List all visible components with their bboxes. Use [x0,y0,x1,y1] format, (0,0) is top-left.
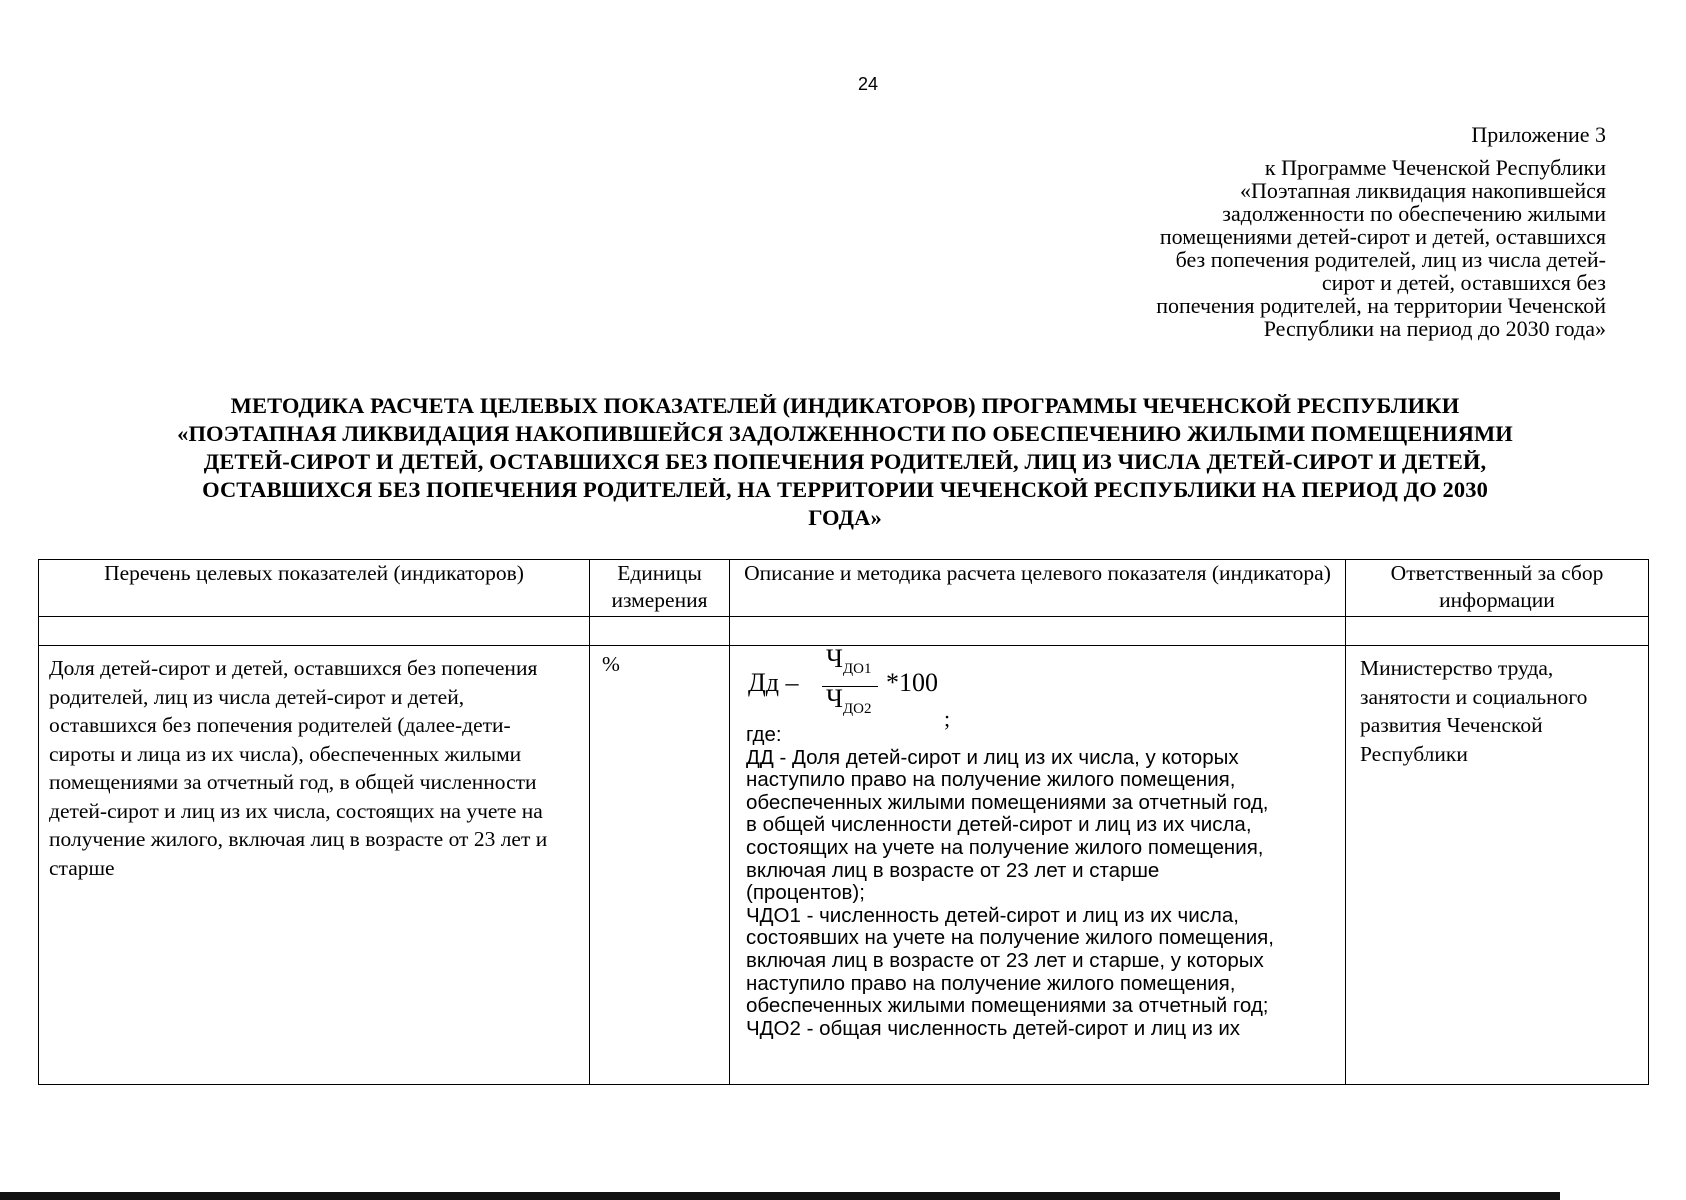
appendix-line: попечения родителей, на территории Чеченской [1156,293,1606,318]
formula-den-symbol: Ч [826,684,843,713]
empty-cell [39,617,590,646]
header-indicator: Перечень целевых показателей (индикаторов) [39,560,590,617]
empty-cell [590,617,730,646]
empty-cell [730,617,1346,646]
empty-cell [1346,617,1649,646]
method-description: где: ДД - Доля детей-сирот и лиц из их числа, у которых наступило право на получение жилого помещения, обеспеченных жилыми помещениями за отчетный год, в общей численности детей-сирот и лиц из их числа, состоящих на учете на получение жилого помещения, включая лиц в возрасте от 23 лет и старше (процентов); ЧДО1 - численность детей-сирот и лиц из их числа, состоявших на учете на получение жилого помещения, включая лиц в возрасте от 23 лет и старше, у которых наступило право на получение жилого помещения, обеспеченных жилыми помещениями за отчетный год; ЧДО2 - общая численность детей-сирот и лиц из их [746,723,1274,1040]
formula-lhs: Дд – [748,668,799,697]
title-line: ОСТАВШИХСЯ БЕЗ ПОПЕЧЕНИЯ РОДИТЕЛЕЙ, НА ТЕРРИТОРИИ ЧЕЧЕНСКОЙ РЕСПУБЛИКИ НА ПЕРИОД ДО 2030 [202,477,1488,502]
title-line: ДЕТЕЙ-СИРОТ И ДЕТЕЙ, ОСТАВШИХСЯ БЕЗ ПОПЕЧЕНИЯ РОДИТЕЛЕЙ, ЛИЦ ИЗ ЧИСЛА ДЕТЕЙ-СИРОТ И ДЕТЕЙ, [203,449,1487,474]
appendix-title: Приложение 3 [1471,122,1606,147]
formula [746,644,1337,731]
formula-num-symbol: Ч [826,644,843,673]
formula-multiplier: *100 [886,668,938,697]
header-unit: Единицы измерения [590,560,730,617]
formula-numerator [826,644,872,681]
header-method: Описание и методика расчета целевого показателя (индикатора) [730,560,1346,617]
appendix-line: без попечения родителей, лиц из числа детей- [1175,247,1606,272]
table-header-row [39,560,1649,617]
indicator-cell: Доля детей-сирот и детей, оставшихся без попечения родителей, лиц из числа детей-сирот и детей, оставшихся без попечения родителей (далее-дети-сироты и лица из их числа), обеспеченных жилыми помещениями за отчетный год, в общей численности детей-сирот и лиц из их числа, состоящих на учете на получение жилого, включая лиц в возрасте от 23 лет и старше [39,646,590,1085]
appendix-line: сирот и детей, оставшихся без [1321,270,1606,295]
title-line: «ПОЭТАПНАЯ ЛИКВИДАЦИЯ НАКОПИВШЕЙСЯ ЗАДОЛЖЕННОСТИ ПО ОБЕСПЕЧЕНИЮ ЖИЛЫМИ ПОМЕЩЕНИЯМИ [177,421,1513,446]
title-line: ГОДА» [808,505,882,530]
formula-den-subscript: ДО2 [842,701,872,718]
appendix-line: помещениями детей-сирот и детей, оставшихся [1159,224,1606,249]
unit-cell: % [590,646,730,1085]
indicators-table [38,559,1649,1085]
page-number: 24 [858,74,879,94]
document-title [100,392,1590,532]
appendix-line: «Поэтапная ликвидация накопившейся [1239,178,1606,203]
formula-num-subscript: ДО1 [842,661,872,678]
title-line: МЕТОДИКА РАСЧЕТА ЦЕЛЕВЫХ ПОКАЗАТЕЛЕЙ (ИНДИКАТОРОВ) ПРОГРАММЫ ЧЕЧЕНСКОЙ РЕСПУБЛИКИ [230,393,1460,418]
appendix-line: задолженности по обеспечению жилыми [1222,201,1606,226]
responsible-cell: Министерство труда, занятости и социального развития Чеченской Республики [1346,646,1649,1085]
formula-denominator [826,684,872,721]
scan-edge-line [0,1192,1560,1200]
appendix-line: к Программе Чеченской Республики [1264,155,1606,180]
header-responsible: Ответственный за сбор информации [1346,560,1649,617]
table-spacer-row [39,617,1649,646]
table-row [39,646,1649,1085]
formula-semicolon: ; [944,706,951,731]
appendix-block [1046,123,1606,340]
method-cell [730,646,1346,1085]
appendix-line: Республики на период до 2030 года» [1263,316,1606,341]
